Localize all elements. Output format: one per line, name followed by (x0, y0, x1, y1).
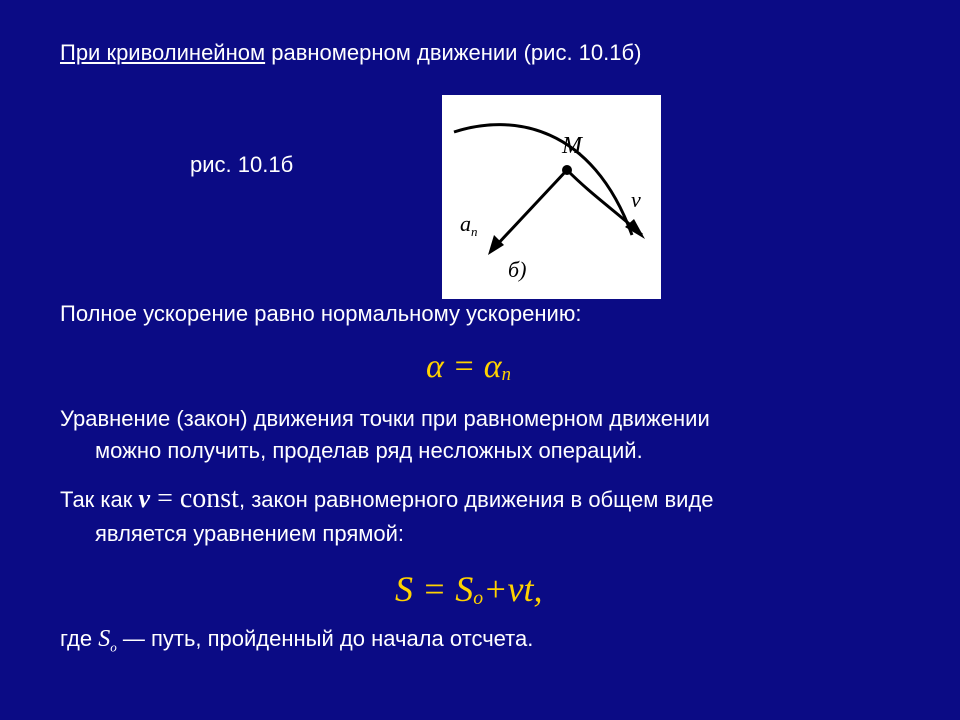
paragraph-equation-line1: Уравнение (закон) движения точки при равномерном движении (60, 406, 710, 431)
point-m-dot (562, 165, 572, 175)
uniform-law-prefix: Так как (60, 487, 139, 512)
velocity-label: v (631, 187, 641, 212)
figure-caption: рис. 10.1б (190, 152, 294, 177)
formula-motion-part2: +vt, (483, 569, 543, 609)
formula-acceleration-sub: n (501, 363, 511, 385)
where-suffix: — путь, пройденный до начала отсчета. (116, 626, 534, 651)
formula-acceleration (426, 345, 511, 397)
formula-motion-sub: o (473, 586, 484, 609)
uniform-law-eq: = (150, 483, 180, 514)
curvilinear-motion-figure (442, 95, 661, 299)
paragraph-equation-line2: можно получить, проделав ряд несложных операций. (95, 438, 643, 463)
formula-motion-law (395, 566, 542, 621)
uniform-law-v: v (138, 484, 151, 513)
point-m-label: M (562, 133, 582, 159)
acceleration-vector (494, 170, 567, 248)
where-s-sub: o (110, 639, 117, 655)
where-s: S (98, 626, 111, 652)
where-prefix: где (60, 626, 99, 651)
trajectory-curve (454, 125, 632, 235)
uniform-law-const: const (179, 483, 239, 514)
acceleration-label (460, 211, 478, 239)
paragraph-total-acceleration: Полное ускорение равно нормальному ускорению: (60, 301, 582, 326)
acceleration-label-sub: n (471, 224, 478, 239)
formula-motion-part1: S = S (395, 569, 474, 609)
formula-acceleration-lhs: α = α (426, 348, 502, 385)
paragraph-uniform-law (60, 482, 714, 517)
figure-sublabel: б) (508, 257, 527, 282)
heading-underlined: При криволинейном (60, 40, 266, 65)
paragraph-where-so (60, 622, 533, 664)
heading-rest: равномерном движении (рис. 10.1б) (265, 40, 642, 65)
paragraph-uniform-law-line2: является уравнением прямой: (95, 521, 404, 546)
uniform-law-suffix: , закон равномерного движения в общем виде (238, 487, 714, 512)
slide-heading (60, 36, 641, 70)
acceleration-label-base: a (460, 211, 471, 236)
figure-drawing (442, 95, 661, 299)
